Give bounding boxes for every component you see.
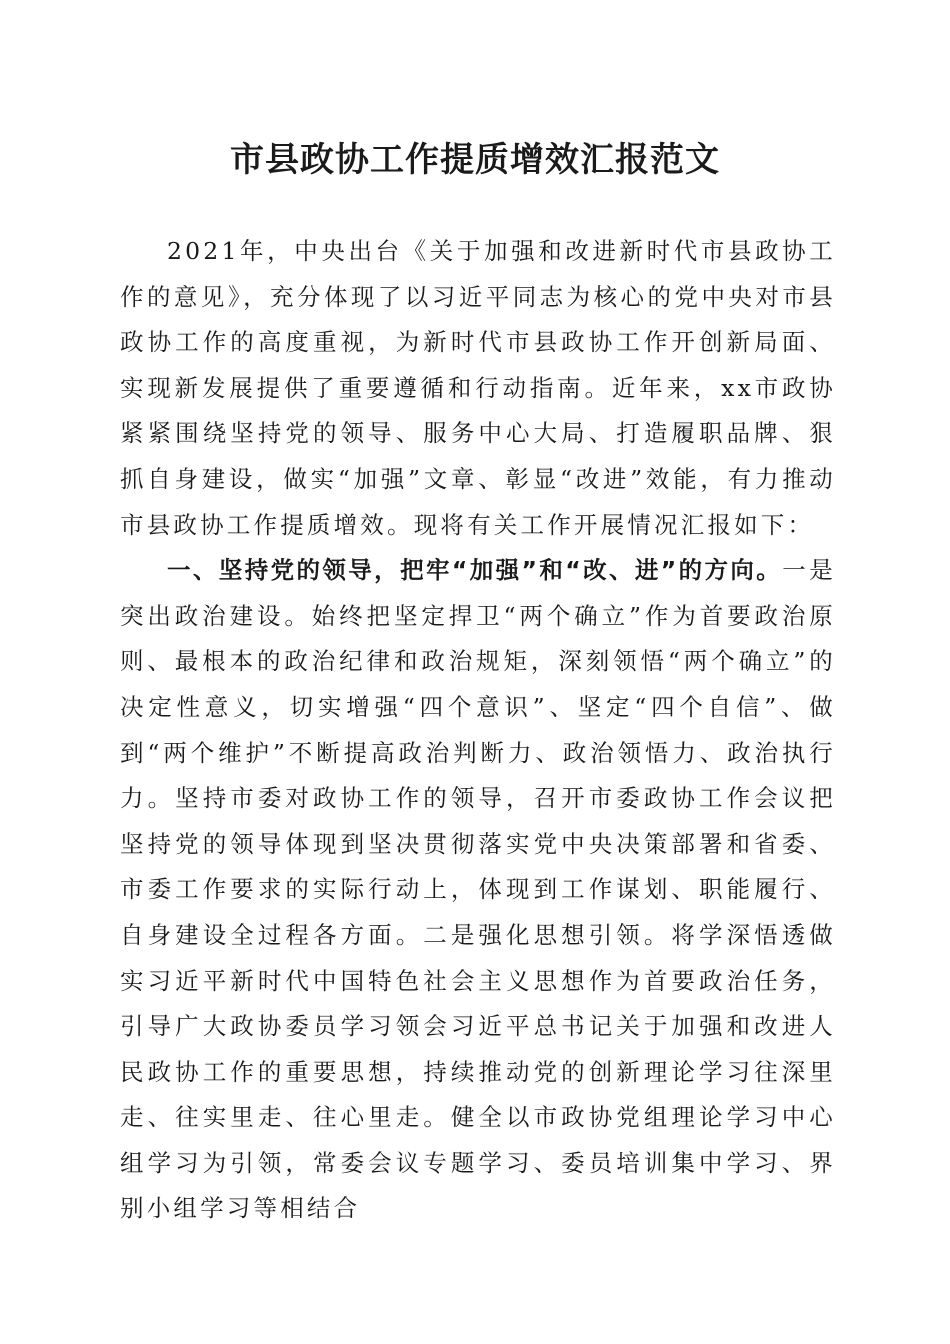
intro-paragraph: 2021年，中央出台《关于加强和改进新时代市县政协工作的意见》，充分体现了以习近平同志为核心的党中央对市县政协工作的高度重视，为新时代市县政协工作开创新局面、实现新发展提供了重要遵循和行动指南。近年来，xx市政协紧紧围绕坚持党的领导、服务中心大局、打造履职品牌、狠抓自身建设，做实“加强”文章、彰显“改进”效能，有力推动市县政协工作提质增效。现将有关工作开展情况汇报如下： [120,237,836,539]
document-body [120,229,836,1232]
section-1-heading: 一、坚持党的领导，把牢“加强”和“改、进”的方向。 [167,556,783,585]
section-1-body: 一是突出政治建设。始终把坚定捍卫“两个确立”作为首要政治原则、最根本的政治纪律和政治规矩，深刻领悟“两个确立”的决定性意义，切实增强“四个意识”、坚定“四个自信”、做到“两个维护”不断提高政治判断力、政治领悟力、政治执行力。坚持市委对政协工作的领导，召开市委政协工作会议把坚持党的领导体现到坚决贯彻落实党中央决策部署和省委、市委工作要求的实际行动上，体现到工作谋划、职能履行、自身建设全过程各方面。二是强化思想引领。将学深悟透做实习近平新时代中国特色社会主义思想作为首要政治任务，引导广大政协委员学习领会习近平总书记关于加强和改进人民政协工作的重要思想，持续推动党的创新理论学习往深里走、往实里走、往心里走。健全以市政协党组理论学习中心组学习为引领，常委会议专题学习、委员培训集中学习、界别小组学习等相结合 [120,556,837,1223]
page-title: 市县政协工作提质增效汇报范文 [230,140,720,180]
section-1-paragraph [120,548,836,1232]
